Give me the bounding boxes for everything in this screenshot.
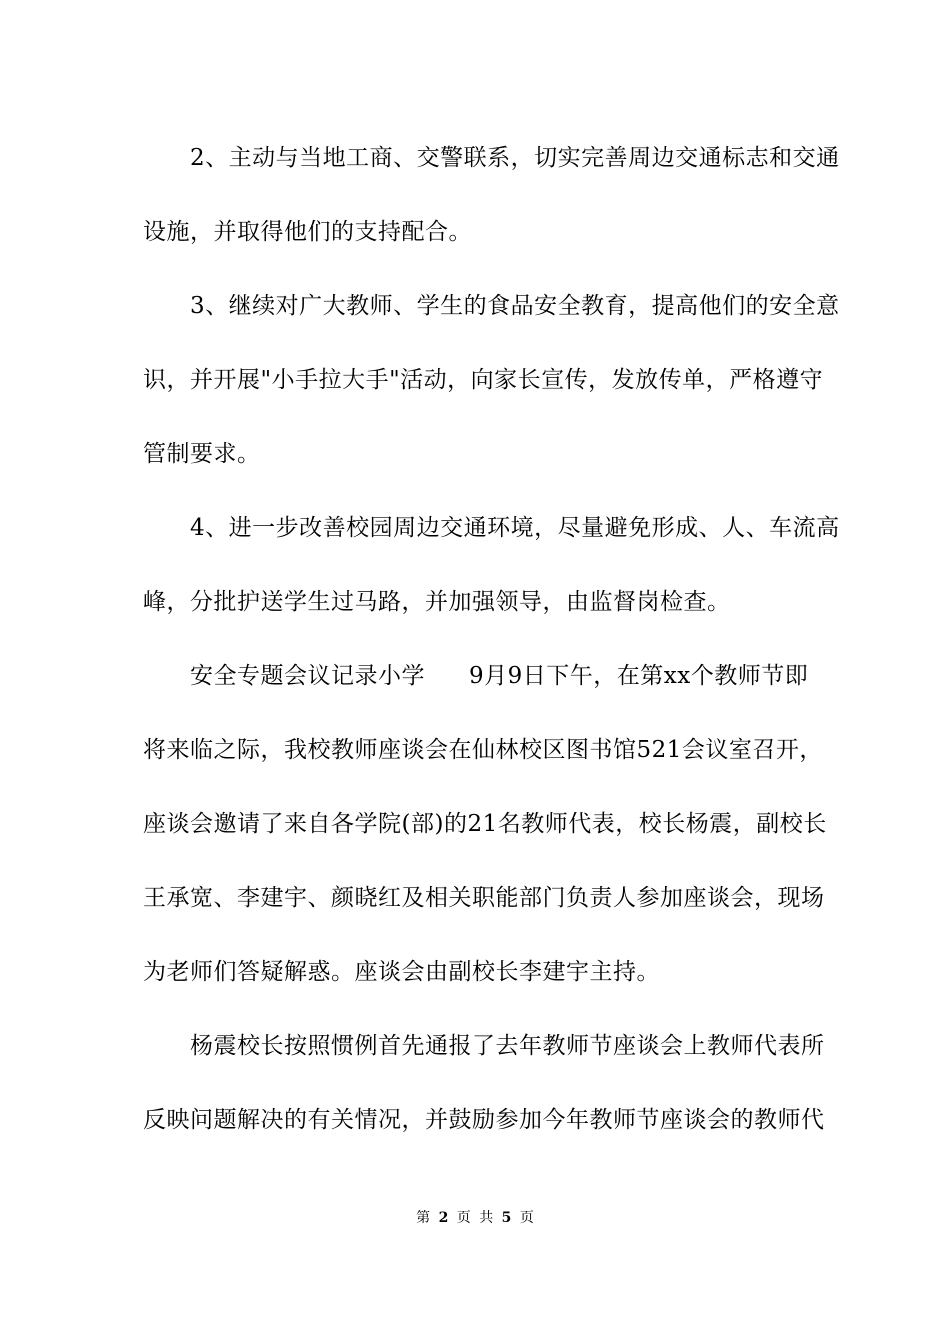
paragraph-4-line-1: 4、进一步改善校园周边交通环境，尽量避免形成、人、车流高	[190, 515, 840, 541]
paragraph-president-line-2: 反映问题解决的有关情况，并鼓励参加今年教师节座谈会的教师代	[143, 1107, 825, 1133]
meeting-record-title: 安全专题会议记录小学	[190, 663, 425, 689]
footer-di: 第	[416, 1210, 431, 1226]
paragraph-3-line-3: 管制要求。	[143, 441, 261, 467]
paragraph-meeting-line-5: 为老师们答疑解惑。座谈会由副校长李建宇主持。	[143, 959, 660, 985]
paragraph-meeting-line-2: 将来临之际，我校教师座谈会在仙林校区图书馆521会议室召开，	[143, 737, 823, 763]
page-footer	[0, 1208, 950, 1228]
paragraph-president-line-1: 杨震校长按照惯例首先通报了去年教师节座谈会上教师代表所	[190, 1033, 825, 1059]
footer-current-page: 2	[438, 1210, 449, 1226]
footer-gong: 共	[479, 1210, 494, 1226]
paragraph-meeting-line-3: 座谈会邀请了来自各学院(部)的21名教师代表，校长杨震，副校长	[143, 811, 827, 837]
paragraph-meeting-line-4: 王承宽、李建宇、颜晓红及相关职能部门负责人参加座谈会，现场	[143, 885, 825, 911]
footer-ye-end: 页	[519, 1210, 534, 1226]
footer-ye: 页	[456, 1210, 471, 1226]
paragraph-2-line-2: 设施，并取得他们的支持配合。	[143, 219, 472, 245]
meeting-date-text: 9月9日下午，在第xx个教师节即	[469, 663, 809, 689]
paragraph-4-line-2: 峰，分批护送学生过马路，并加强领导，由监督岗检查。	[143, 589, 731, 615]
paragraph-3-line-1: 3、继续对广大教师、学生的食品安全教育，提高他们的安全意	[190, 293, 840, 319]
paragraph-3-line-2: 识，并开展"小手拉大手"活动，向家长宣传，发放传单，严格遵守	[143, 367, 824, 393]
paragraph-meeting-line-1	[190, 661, 813, 691]
paragraph-2-line-1: 2、主动与当地工商、交警联系，切实完善周边交通标志和交通	[190, 145, 840, 171]
footer-total-pages: 5	[501, 1210, 512, 1226]
